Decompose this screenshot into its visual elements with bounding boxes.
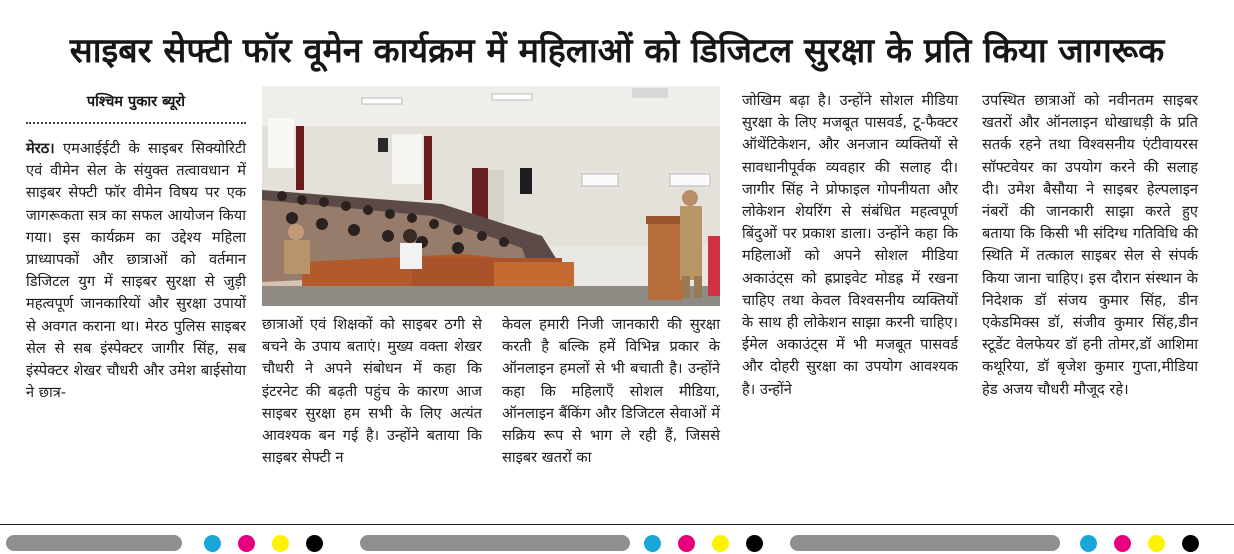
page-bottom-rule (0, 524, 1234, 525)
registration-black-dot (306, 535, 323, 552)
registration-cyan-dot (1080, 535, 1097, 552)
article-column-4 (742, 90, 958, 516)
registration-black-dot (746, 535, 763, 552)
column-4-text: जोखिम बढ़ा है। उन्होंने सोशल मीडिया सुरक्षा के लिए मजबूत पासवर्ड, टू-फैक्टर ऑथेंटिकेशन, और अनजान व्यक्तियों से सावधानीपूर्वक व्यवहार की सलाह दी। जागीर सिंह ने प्रोफाइल गोपनीयता और लोकेशन शेयरिंग से संबंधित महत्वपूर्ण बिंदुओं पर प्रकाश डाला। उन्होंने कहा कि महिलाओं को अपने सोशल मीडिया अकाउंट्स को ह्रप्राइवेट मोडह्र में रखना चाहिए तथा केवल विश्वसनीय व्यक्तियों के साथ ही लोकेशन साझा करनी चाहिए। ईमेल अकाउंट्स में भी मजबूत पासवर्ड और दोहरी सुरक्षा का उपयोग आवश्यक है। उन्होंने (742, 92, 958, 398)
byline-divider (26, 122, 246, 124)
registration-bar (790, 535, 1060, 551)
article-column-3 (502, 314, 720, 516)
article-headline: साइबर सेफ्टी फॉर वूमेन कार्यक्रम में महिलाओं को डिजिटल सुरक्षा के प्रति किया जागरूक (69, 31, 1165, 71)
article-column-2 (262, 314, 482, 516)
registration-bar (6, 535, 182, 551)
seminar-photo-illustration (262, 86, 720, 306)
registration-magenta-dot (1114, 535, 1131, 552)
byline: पश्चिम पुकार ब्यूरो (86, 94, 186, 110)
registration-yellow-dot (712, 535, 729, 552)
article-column-5 (982, 90, 1198, 516)
registration-bar (360, 535, 630, 551)
column-2-text: छात्राओं एवं शिक्षकों को साइबर ठगी से बचने के उपाय बताएं। मुख्य वक्ता शेखर चौधरी ने अपने संबोधन में कहा कि इंटरनेट की बढ़ती पहुंच के कारण आज साइबर सुरक्षा हम सभी के लिए अत्यंत आवश्यक बन गई है। उन्होंने बताया कि साइबर सेफ्टी न (262, 316, 482, 467)
registration-yellow-dot (1148, 535, 1165, 552)
registration-magenta-dot (238, 535, 255, 552)
registration-cyan-dot (204, 535, 221, 552)
article-column-1 (26, 138, 246, 516)
article-photo (262, 86, 720, 306)
dateline: मेरठ। (26, 140, 55, 157)
column-1-text: एमआईईटी के साइबर सिक्योरिटी एवं वीमेन सेल के संयुक्त तत्वावधान में साइबर सेफ्टी फॉर वीमेन विषय पर एक जागरूकता सत्र का सफल आयोजन किया गया। इस कार्यक्रम का उद्देश्य महिला प्राध्यापकों और छात्राओं को वर्तमान डिजिटल युग में साइबर सुरक्षा से जुड़ी महत्वपूर्ण जानकारियों और सुरक्षा उपायों से अवगत कराना था। मेरठ पुलिस साइबर सेल से सब इंस्पेक्टर जागीर सिंह, सब इंस्पेक्टर शेखर चौधरी और उमेश बाईसोया ने छात्र- (26, 140, 247, 402)
column-5-text: उपस्थित छात्राओं को नवीनतम साइबर खतरों और ऑनलाइन धोखाधड़ी के प्रति सतर्क रहने तथा विश्वसनीय एंटीवायरस सॉफ्टवेयर का उपयोग करने की सलाह दी। उमेश बैसौया ने साइबर हेल्पलाइन नंबरों की जानकारी साझा करते हुए बताया कि किसी भी संदिग्ध गतिविधि की स्थिति में तत्काल साइबर सेल से संपर्क किया जाना चाहिए। इस दौरान संस्थान के निदेशक डॉ संजय कुमार सिंह, डीन एकेडमिक्स डॉ, संजीव कुमार सिंह,डीन स्टूडेंट वेलफेयर डॉ हनी तोमर,डॉ आशिमा कथूरिया, डॉ बृजेश कुमार गुप्ता,मीडिया हेड अजय चौधरी मौजूद रहे। (982, 92, 1198, 398)
registration-magenta-dot (678, 535, 695, 552)
column-3-text: केवल हमारी निजी जानकारी की सुरक्षा करती है बल्कि हमें विभिन्न प्रकार के ऑनलाइन हमलों से भी बचाती है। उन्होंने कहा कि महिलाएँ सोशल मीडिया, ऑनलाइन बैंकिंग और डिजिटल सेवाओं में सक्रिय रूप से भाग ले रही हैं, जिससे साइबर खतरों का (502, 316, 720, 467)
registration-cyan-dot (644, 535, 661, 552)
registration-black-dot (1182, 535, 1199, 552)
registration-yellow-dot (272, 535, 289, 552)
